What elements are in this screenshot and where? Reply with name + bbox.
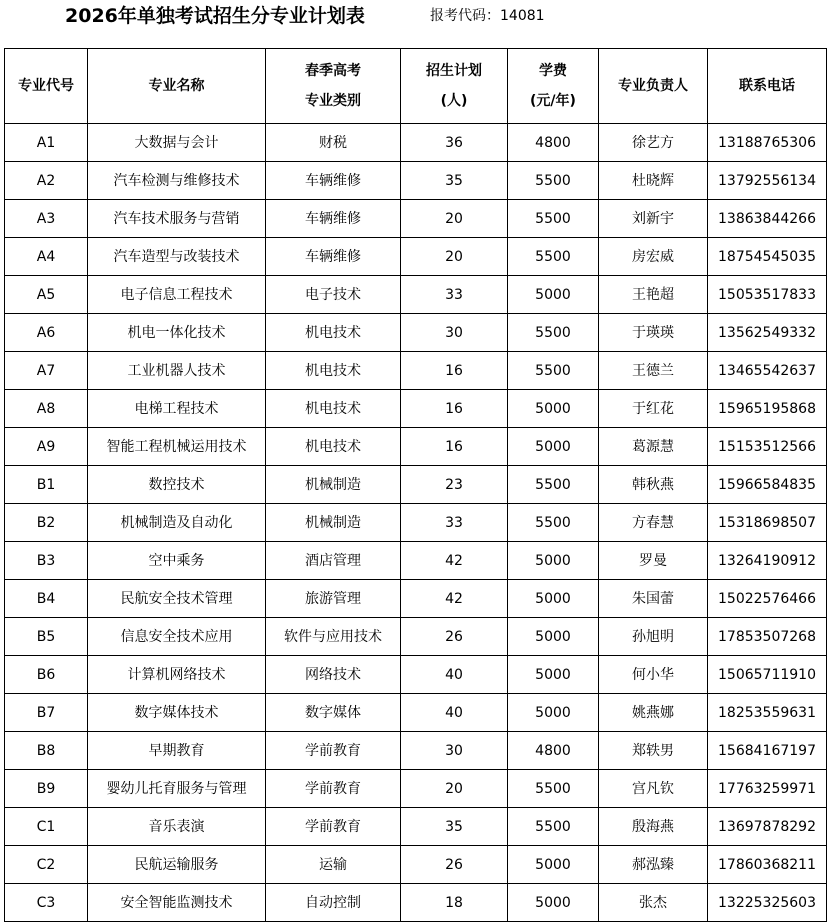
cell-major-code: B5 xyxy=(5,618,88,656)
col-header-name xyxy=(88,49,266,124)
cell-tuition: 5500 xyxy=(508,504,599,542)
cell-plan-count: 42 xyxy=(401,542,508,580)
cell-category: 电子技术 xyxy=(266,276,401,314)
cell-category: 运输 xyxy=(266,846,401,884)
cell-phone: 13863844266 xyxy=(708,200,827,238)
cell-leader: 孙旭明 xyxy=(599,618,708,656)
cell-leader: 杜晓辉 xyxy=(599,162,708,200)
cell-category: 学前教育 xyxy=(266,770,401,808)
cell-phone: 15684167197 xyxy=(708,732,827,770)
cell-major-code: B3 xyxy=(5,542,88,580)
cell-major-code: B9 xyxy=(5,770,88,808)
column-header-line: 专业负责人 xyxy=(618,78,688,94)
cell-plan-count: 20 xyxy=(401,200,508,238)
cell-category: 学前教育 xyxy=(266,732,401,770)
cell-plan-count: 26 xyxy=(401,618,508,656)
column-header-line: 专业类别 xyxy=(305,93,361,109)
cell-plan-count: 40 xyxy=(401,694,508,732)
cell-phone: 17860368211 xyxy=(708,846,827,884)
cell-phone: 15065711910 xyxy=(708,656,827,694)
table-row xyxy=(5,162,827,200)
table-row xyxy=(5,124,827,162)
cell-category: 车辆维修 xyxy=(266,162,401,200)
table-row xyxy=(5,618,827,656)
cell-phone: 18253559631 xyxy=(708,694,827,732)
cell-leader: 宫凡钦 xyxy=(599,770,708,808)
cell-plan-count: 35 xyxy=(401,162,508,200)
cell-tuition: 5000 xyxy=(508,618,599,656)
cell-category: 机械制造 xyxy=(266,466,401,504)
cell-major-name: 音乐表演 xyxy=(88,808,266,846)
cell-leader: 张杰 xyxy=(599,884,708,922)
cell-plan-count: 30 xyxy=(401,732,508,770)
column-header-line: 春季高考 xyxy=(305,63,361,79)
cell-leader: 方春慧 xyxy=(599,504,708,542)
cell-major-code: A1 xyxy=(5,124,88,162)
cell-category: 网络技术 xyxy=(266,656,401,694)
cell-phone: 15153512566 xyxy=(708,428,827,466)
cell-category: 机电技术 xyxy=(266,390,401,428)
cell-tuition: 5500 xyxy=(508,200,599,238)
table-row xyxy=(5,656,827,694)
cell-major-code: A2 xyxy=(5,162,88,200)
column-header-line: 招生计划 xyxy=(426,63,482,79)
cell-phone: 15318698507 xyxy=(708,504,827,542)
cell-phone: 13188765306 xyxy=(708,124,827,162)
cell-category: 财税 xyxy=(266,124,401,162)
application-code: 报考代码：14081 xyxy=(430,8,545,24)
table-row xyxy=(5,504,827,542)
cell-leader: 罗曼 xyxy=(599,542,708,580)
cell-tuition: 5000 xyxy=(508,884,599,922)
col-header-phone xyxy=(708,49,827,124)
table-row xyxy=(5,428,827,466)
cell-tuition: 5500 xyxy=(508,238,599,276)
table-row xyxy=(5,352,827,390)
cell-leader: 王艳超 xyxy=(599,276,708,314)
table-row xyxy=(5,314,827,352)
column-header-line: (元/年) xyxy=(530,93,576,109)
cell-major-code: B8 xyxy=(5,732,88,770)
col-header-tuition xyxy=(508,49,599,124)
col-header-category xyxy=(266,49,401,124)
column-header-line: 联系电话 xyxy=(739,78,795,94)
cell-major-name: 汽车造型与改装技术 xyxy=(88,238,266,276)
cell-phone: 17853507268 xyxy=(708,618,827,656)
table-header-row xyxy=(5,49,827,124)
cell-category: 机电技术 xyxy=(266,314,401,352)
table-row xyxy=(5,694,827,732)
enrollment-plan-table xyxy=(4,48,827,922)
cell-tuition: 4800 xyxy=(508,124,599,162)
cell-major-code: B6 xyxy=(5,656,88,694)
cell-plan-count: 16 xyxy=(401,352,508,390)
cell-major-code: A5 xyxy=(5,276,88,314)
cell-major-name: 电子信息工程技术 xyxy=(88,276,266,314)
cell-phone: 13225325603 xyxy=(708,884,827,922)
table-row xyxy=(5,580,827,618)
cell-phone: 13465542637 xyxy=(708,352,827,390)
cell-plan-count: 16 xyxy=(401,390,508,428)
cell-leader: 于瑛瑛 xyxy=(599,314,708,352)
cell-major-name: 汽车检测与维修技术 xyxy=(88,162,266,200)
cell-plan-count: 42 xyxy=(401,580,508,618)
cell-leader: 姚燕娜 xyxy=(599,694,708,732)
cell-major-code: B7 xyxy=(5,694,88,732)
cell-category: 数字媒体 xyxy=(266,694,401,732)
cell-major-name: 工业机器人技术 xyxy=(88,352,266,390)
cell-leader: 刘新宇 xyxy=(599,200,708,238)
cell-major-code: B2 xyxy=(5,504,88,542)
cell-phone: 18754545035 xyxy=(708,238,827,276)
cell-major-name: 电梯工程技术 xyxy=(88,390,266,428)
cell-plan-count: 18 xyxy=(401,884,508,922)
cell-leader: 徐艺方 xyxy=(599,124,708,162)
table-row xyxy=(5,390,827,428)
cell-major-code: A6 xyxy=(5,314,88,352)
table-row xyxy=(5,770,827,808)
column-header-line: 专业代号 xyxy=(18,78,74,94)
cell-phone: 15965195868 xyxy=(708,390,827,428)
cell-major-name: 民航运输服务 xyxy=(88,846,266,884)
cell-major-name: 计算机网络技术 xyxy=(88,656,266,694)
cell-major-name: 早期教育 xyxy=(88,732,266,770)
cell-phone: 13562549332 xyxy=(708,314,827,352)
column-header-line: (人) xyxy=(440,93,468,109)
cell-tuition: 5500 xyxy=(508,770,599,808)
cell-major-code: A3 xyxy=(5,200,88,238)
cell-plan-count: 40 xyxy=(401,656,508,694)
cell-tuition: 5500 xyxy=(508,466,599,504)
cell-category: 车辆维修 xyxy=(266,238,401,276)
cell-leader: 王德兰 xyxy=(599,352,708,390)
cell-tuition: 5000 xyxy=(508,390,599,428)
cell-category: 自动控制 xyxy=(266,884,401,922)
table-row xyxy=(5,276,827,314)
cell-major-code: C3 xyxy=(5,884,88,922)
table-row xyxy=(5,238,827,276)
cell-plan-count: 16 xyxy=(401,428,508,466)
column-header-line: 学费 xyxy=(539,63,567,79)
cell-leader: 于红花 xyxy=(599,390,708,428)
cell-major-name: 智能工程机械运用技术 xyxy=(88,428,266,466)
cell-major-name: 机械制造及自动化 xyxy=(88,504,266,542)
cell-category: 机电技术 xyxy=(266,428,401,466)
cell-leader: 郑轶男 xyxy=(599,732,708,770)
cell-major-name: 信息安全技术应用 xyxy=(88,618,266,656)
cell-phone: 13697878292 xyxy=(708,808,827,846)
cell-plan-count: 35 xyxy=(401,808,508,846)
cell-category: 酒店管理 xyxy=(266,542,401,580)
cell-tuition: 5000 xyxy=(508,542,599,580)
cell-major-code: C2 xyxy=(5,846,88,884)
cell-tuition: 5500 xyxy=(508,162,599,200)
table-row xyxy=(5,200,827,238)
cell-leader: 葛源慧 xyxy=(599,428,708,466)
cell-leader: 郝泓臻 xyxy=(599,846,708,884)
table-row xyxy=(5,466,827,504)
cell-major-name: 婴幼儿托育服务与管理 xyxy=(88,770,266,808)
cell-category: 机械制造 xyxy=(266,504,401,542)
cell-tuition: 5000 xyxy=(508,694,599,732)
cell-tuition: 5500 xyxy=(508,352,599,390)
cell-tuition: 5000 xyxy=(508,276,599,314)
table-row xyxy=(5,846,827,884)
cell-tuition: 4800 xyxy=(508,732,599,770)
table-row xyxy=(5,542,827,580)
cell-category: 机电技术 xyxy=(266,352,401,390)
cell-tuition: 5500 xyxy=(508,808,599,846)
cell-phone: 15966584835 xyxy=(708,466,827,504)
cell-category: 车辆维修 xyxy=(266,200,401,238)
cell-phone: 17763259971 xyxy=(708,770,827,808)
cell-tuition: 5000 xyxy=(508,580,599,618)
page-title: 2026年单独考试招生分专业计划表 xyxy=(65,5,365,27)
table-body xyxy=(5,124,827,922)
cell-plan-count: 33 xyxy=(401,504,508,542)
table-row xyxy=(5,808,827,846)
cell-phone: 15022576466 xyxy=(708,580,827,618)
cell-major-name: 汽车技术服务与营销 xyxy=(88,200,266,238)
cell-plan-count: 20 xyxy=(401,770,508,808)
cell-category: 学前教育 xyxy=(266,808,401,846)
cell-plan-count: 26 xyxy=(401,846,508,884)
cell-major-code: C1 xyxy=(5,808,88,846)
cell-phone: 15053517833 xyxy=(708,276,827,314)
cell-major-name: 数字媒体技术 xyxy=(88,694,266,732)
cell-category: 软件与应用技术 xyxy=(266,618,401,656)
cell-major-code: A9 xyxy=(5,428,88,466)
cell-leader: 何小华 xyxy=(599,656,708,694)
cell-phone: 13792556134 xyxy=(708,162,827,200)
cell-major-name: 大数据与会计 xyxy=(88,124,266,162)
column-header-line: 专业名称 xyxy=(148,78,205,94)
cell-tuition: 5000 xyxy=(508,428,599,466)
cell-tuition: 5000 xyxy=(508,846,599,884)
cell-major-code: A7 xyxy=(5,352,88,390)
cell-major-name: 机电一体化技术 xyxy=(88,314,266,352)
cell-leader: 朱国蕾 xyxy=(599,580,708,618)
cell-plan-count: 20 xyxy=(401,238,508,276)
cell-tuition: 5500 xyxy=(508,314,599,352)
cell-leader: 韩秋燕 xyxy=(599,466,708,504)
cell-plan-count: 36 xyxy=(401,124,508,162)
cell-category: 旅游管理 xyxy=(266,580,401,618)
cell-plan-count: 30 xyxy=(401,314,508,352)
cell-major-name: 数控技术 xyxy=(88,466,266,504)
cell-tuition: 5000 xyxy=(508,656,599,694)
col-header-code xyxy=(5,49,88,124)
cell-major-code: B4 xyxy=(5,580,88,618)
cell-major-code: A4 xyxy=(5,238,88,276)
page-header xyxy=(0,0,830,48)
cell-phone: 13264190912 xyxy=(708,542,827,580)
cell-plan-count: 23 xyxy=(401,466,508,504)
cell-major-code: B1 xyxy=(5,466,88,504)
cell-major-name: 空中乘务 xyxy=(88,542,266,580)
table-row xyxy=(5,732,827,770)
cell-plan-count: 33 xyxy=(401,276,508,314)
cell-major-code: A8 xyxy=(5,390,88,428)
cell-major-name: 民航安全技术管理 xyxy=(88,580,266,618)
cell-major-name: 安全智能监测技术 xyxy=(88,884,266,922)
cell-leader: 房宏威 xyxy=(599,238,708,276)
cell-leader: 殷海燕 xyxy=(599,808,708,846)
col-header-leader xyxy=(599,49,708,124)
col-header-plan xyxy=(401,49,508,124)
table-row xyxy=(5,884,827,922)
